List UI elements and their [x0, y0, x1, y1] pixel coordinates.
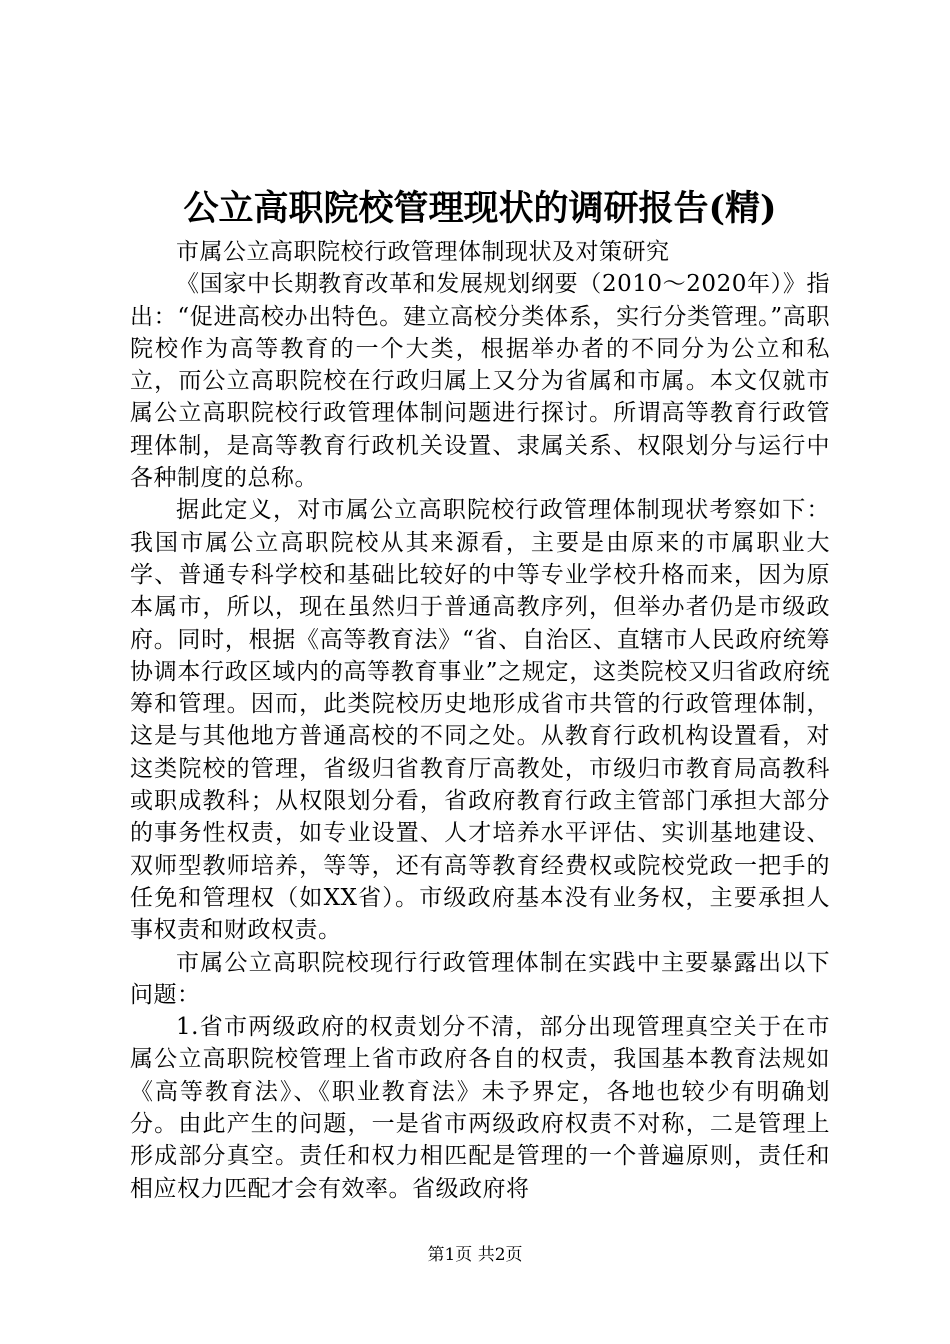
body-paragraph: 1.省市两级政府的权责划分不清，部分出现管理真空关于在市属公立高职院校管理上省市政府各自的权责，我国基本教育法规如《高等教育法》、《职业教育法》未予界定，各地也较少有明确划分。由此产生的问题，一是省市两级政府权责不对称，二是管理上形成部分真空。责任和权力相匹配是管理的一个普遍原则，责任和相应权力匹配才会有效率。省级政府将 [130, 1014, 830, 1202]
body-paragraph: 据此定义，对市属公立高职院校行政管理体制现状考察如下：我国市属公立高职院校从其来源看，主要是由原来的市属职业大学、普通专科学校和基础比较好的中等专业学校升格而来，因为原本属市，所以，现在虽然归于普通高教序列，但举办者仍是市级政府。同时，根据《高等教育法》“省、自治区、直辖市人民政府统筹协调本行政区域内的高等教育事业”之规定，这类院校又归省政府统筹和管理。因而，此类院校历史地形成省市共管的行政管理体制，这是与其他地方普通高校的不同之处。从教育行政机构设置看，对这类院校的管理，省级归省教育厅高教处，市级归市教育局高教科或职成教科；从权限划分看，省政府教育行政主管部门承担大部分的事务性权责，如专业设置、人才培养水平评估、实训基地建设、双师型教师培养，等等，还有高等教育经费权或院校党政一把手的任免和管理权（如XX省）。市级政府基本没有业务权，主要承担人事权责和财政权责。 [130, 497, 830, 944]
page-footer: 第1页 共2页 [427, 1245, 523, 1265]
body-paragraph: 市属公立高职院校现行行政管理体制在实践中主要暴露出以下问题： [130, 949, 830, 1008]
document-body [130, 236, 830, 1205]
subtitle-paragraph: 市属公立高职院校行政管理体制现状及对策研究 [176, 239, 670, 265]
body-paragraph: 《国家中长期教育改革和发展规划纲要（2010～2020年）》指出：“促进高校办出特色。建立高校分类体系，实行分类管理。”高职院校作为高等教育的一个大类，根据举办者的不同分为公立和私立，而公立高职院校在行政归属上又分为省属和市属。本文仅就市属公立高职院校行政管理体制问题进行探讨。所谓高等教育行政管理体制，是高等教育行政机关设置、隶属关系、权限划分与运行中各种制度的总称。 [130, 271, 830, 492]
page-title: 公立高职院校管理现状的调研报告(精) [183, 188, 777, 229]
